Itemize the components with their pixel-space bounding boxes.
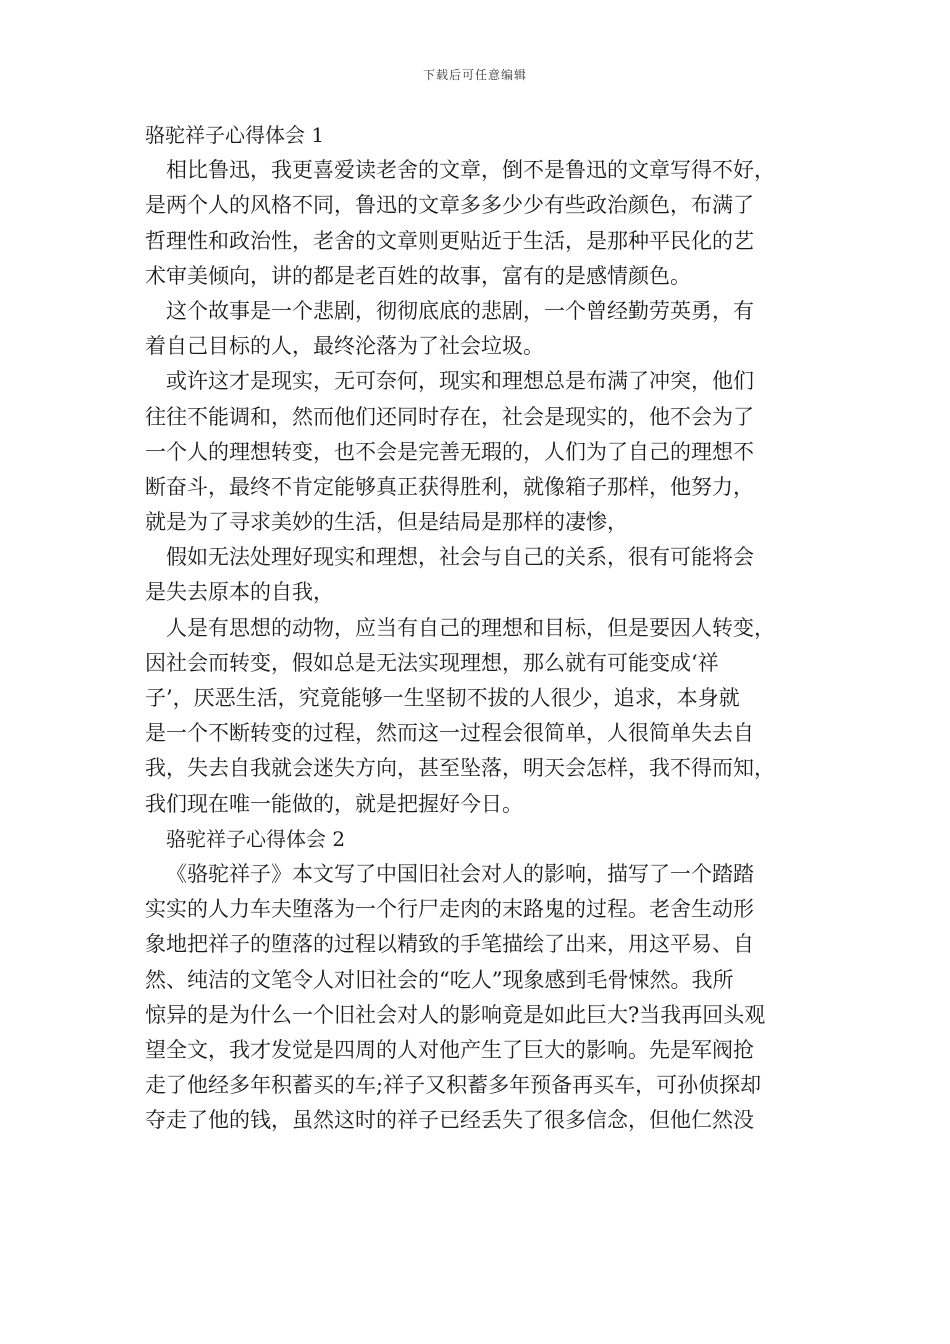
paragraph-line: 这个故事是一个悲剧，彻彻底底的悲剧，一个曾经勤劳英勇，有	[166, 298, 754, 323]
paragraph-line: 走了他经多年积蓄买的车;祥子又积蓄多年预备再买车，可孙侦探却	[145, 1073, 762, 1098]
paragraph-line: 然、纯洁的文笔令人对旧社会的“吃人”现象感到毛骨悚然。我所	[145, 967, 734, 992]
paragraph-line: 一个人的理想转变，也不会是完善无瑕的，人们为了自己的理想不	[145, 439, 754, 464]
paragraph-line: 是两个人的风格不同，鲁迅的文章多多少少有些政治颜色，布满了	[145, 193, 754, 218]
paragraph-line: 哲理性和政治性，老舍的文章则更贴近于生活，是那种平民化的艺	[145, 228, 754, 253]
paragraph-line: 实实的人力车夫堕落为一个行尸走肉的末路鬼的过程。老舍生动形	[145, 897, 754, 922]
paragraph-line: 子’，厌恶生活，究竟能够一生坚韧不拔的人很少，追求，本身就	[145, 686, 740, 710]
paragraph-line: 象地把祥子的堕落的过程以精致的手笔描绘了出来，用这平易、自	[145, 932, 754, 957]
paragraph-line: 断奋斗，最终不肯定能够真正获得胜利，就像箱子那样，他努力，	[145, 474, 754, 499]
paragraph-line: 望全文，我才发觉是四周的人对他产生了巨大的影响。先是军阀抢	[145, 1037, 754, 1062]
section-title-2: 骆驼祥子心得体会 2	[166, 826, 346, 851]
paragraph-line: 惊异的是为什么一个旧社会对人的影响竟是如此巨大?当我再回头观	[145, 1002, 766, 1027]
paragraph-line: 《骆驼祥子》本文写了中国旧社会对人的影响，描写了一个踏踏	[166, 861, 754, 886]
paragraph-line: 因社会而转变，假如总是无法实现理想，那么就有可能变成‘祥	[145, 650, 719, 675]
paragraph-line: 或许这才是现实，无可奈何，现实和理想总是布满了冲突，他们	[166, 369, 754, 394]
paragraph-line: 就是为了寻求美妙的生活，但是结局是那样的凄惨，	[145, 510, 628, 535]
paragraph-line: 是一个不断转变的过程，然而这一过程会很简单，人很简单失去自	[145, 721, 754, 746]
document-body	[145, 118, 807, 1138]
paragraph-line: 术审美倾向，讲的都是老百姓的故事，富有的是感情颜色。	[145, 263, 691, 288]
paragraph-line: 着自己目标的人，最终沦落为了社会垃圾。	[145, 334, 544, 359]
paragraph-line: 往往不能调和，然而他们还同时存在，社会是现实的，他不会为了	[145, 404, 754, 429]
page-header-note: 下载后可任意编辑	[422, 68, 527, 82]
paragraph-line: 我们现在唯一能做的，就是把握好今日。	[145, 791, 523, 816]
section-title-1: 骆驼祥子心得体会 1	[145, 123, 325, 147]
paragraph-line: 夺走了他的钱，虽然这时的祥子已经丢失了很多信念，但他仁然没	[145, 1108, 754, 1133]
paragraph-line: 相比鲁迅，我更喜爱读老舍的文章，倒不是鲁迅的文章写得不好，	[166, 158, 775, 183]
paragraph-line: 人是有思想的动物，应当有自己的理想和目标，但是要因人转变，	[166, 615, 775, 640]
paragraph-line: 是失去原本的自我，	[145, 580, 334, 605]
paragraph-line: 我，失去自我就会迷失方向，甚至坠落，明天会怎样，我不得而知，	[145, 756, 775, 781]
paragraph-line: 假如无法处理好现实和理想，社会与自己的关系，很有可能将会	[166, 545, 754, 570]
